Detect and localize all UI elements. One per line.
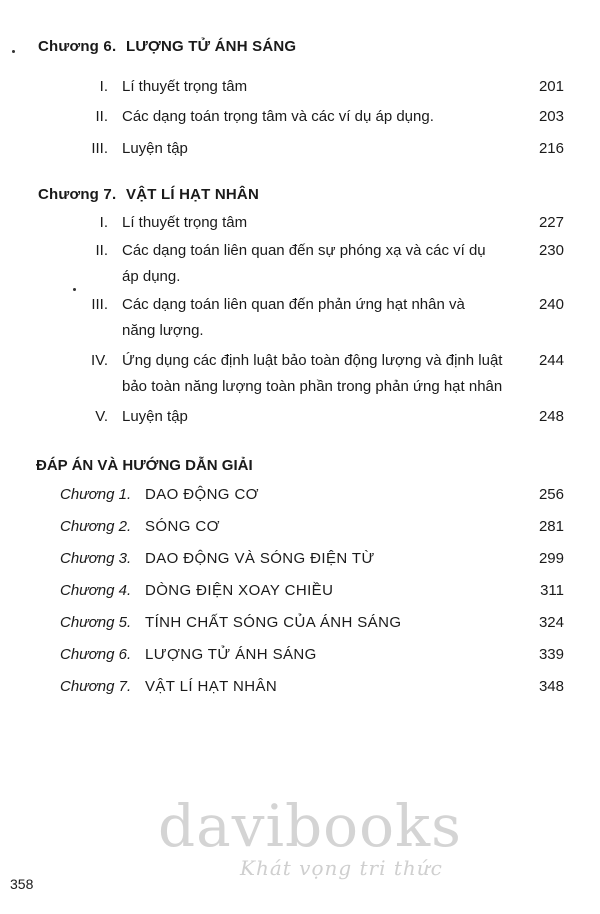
toc-entry[interactable]	[0, 408, 600, 428]
toc-entry-number: III.	[91, 296, 108, 313]
watermark-slogan: Khát vọng tri thức	[240, 856, 443, 880]
toc-entry-page: 248	[538, 408, 564, 425]
toc-entry[interactable]	[0, 214, 600, 234]
toc-entry-title: Lí thuyết trọng tâm	[122, 214, 248, 231]
chapter-7-label: Chương 7.	[38, 186, 117, 203]
answer-entry-page: 339	[538, 646, 564, 663]
answer-entry[interactable]	[0, 582, 600, 602]
chapter-6-heading	[38, 38, 296, 55]
toc-entry-title: Các dạng toán liên quan đến sự phóng xạ và các ví dụ	[122, 242, 486, 259]
chapter-6-title: LƯỢNG TỬ ÁNH SÁNG	[126, 38, 297, 55]
toc-entry[interactable]	[0, 352, 600, 400]
toc-entry-number: I.	[99, 78, 108, 95]
answer-entry-label: Chương 6.	[60, 646, 132, 663]
answer-entry[interactable]	[0, 518, 600, 538]
answer-entry-title: DAO ĐỘNG VÀ SÓNG ĐIỆN TỪ	[145, 550, 375, 567]
toc-entry-page: 240	[538, 296, 564, 313]
toc-entry-title-continued: áp dụng.	[122, 268, 181, 285]
toc-entry-number: V.	[95, 408, 108, 425]
toc-entry-title: Lí thuyết trọng tâm	[122, 78, 248, 95]
answer-entry-page: 311	[540, 582, 564, 599]
toc-entry-page: 203	[538, 108, 564, 125]
answer-entry-label: Chương 3.	[60, 550, 132, 567]
chapter-7-heading	[38, 186, 259, 203]
toc-entry-title: Luyện tập	[122, 140, 188, 157]
answer-entry-label: Chương 5.	[60, 614, 132, 631]
toc-entry[interactable]	[0, 78, 600, 98]
answer-entry-title: TÍNH CHẤT SÓNG CỦA ÁNH SÁNG	[145, 614, 402, 631]
answer-entry-label: Chương 1.	[60, 486, 132, 503]
answer-entry-page: 348	[538, 678, 564, 695]
answer-entry-label: Chương 4.	[60, 582, 132, 599]
answers-heading: ĐÁP ÁN VÀ HƯỚNG DẪN GIẢI	[36, 457, 253, 474]
toc-entry[interactable]	[0, 242, 600, 290]
toc-entry-title: Các dạng toán liên quan đến phản ứng hạt nhân và	[122, 296, 465, 313]
answer-entry[interactable]	[0, 614, 600, 634]
answer-entry[interactable]	[0, 678, 600, 698]
chapter-7-title: VẬT LÍ HẠT NHÂN	[126, 186, 259, 203]
toc-entry[interactable]	[0, 140, 600, 160]
answer-entry-title: LƯỢNG TỬ ÁNH SÁNG	[145, 646, 317, 663]
toc-entry-page: 244	[538, 352, 564, 369]
answer-entry-page: 281	[538, 518, 564, 535]
toc-entry-number: IV.	[91, 352, 108, 369]
toc-entry[interactable]	[0, 296, 600, 344]
toc-entry-number: II.	[95, 108, 108, 125]
toc-entry-number: II.	[95, 242, 108, 259]
answer-entry-label: Chương 2.	[60, 518, 132, 535]
toc-entry-title-continued: bảo toàn năng lượng toàn phần trong phản ứng hạt nhân	[122, 378, 503, 395]
answer-entry[interactable]	[0, 550, 600, 570]
toc-entry-page: 230	[538, 242, 564, 259]
scan-speck	[12, 50, 15, 53]
page-number: 358	[10, 876, 34, 892]
answer-entry[interactable]	[0, 486, 600, 506]
answer-entry-page: 299	[538, 550, 564, 567]
toc-entry-number: III.	[91, 140, 108, 157]
toc-entry[interactable]	[0, 108, 600, 128]
toc-entry-page: 216	[538, 140, 564, 157]
answer-entry-title: DAO ĐỘNG CƠ	[145, 486, 259, 503]
chapter-6-label: Chương 6.	[38, 38, 117, 55]
answer-entry-page: 256	[538, 486, 564, 503]
answer-entry-page: 324	[538, 614, 564, 631]
answer-entry-title: DÒNG ĐIỆN XOAY CHIỀU	[145, 582, 334, 599]
toc-entry-page: 227	[538, 214, 564, 231]
toc-entry-title-continued: năng lượng.	[122, 322, 204, 339]
toc-entry-number: I.	[99, 214, 108, 231]
toc-entry-title: Ứng dụng các định luật bảo toàn động lượng và định luật	[122, 352, 503, 369]
toc-entry-title: Các dạng toán trọng tâm và các ví dụ áp dụng.	[122, 108, 434, 125]
answer-entry-label: Chương 7.	[60, 678, 132, 695]
toc-entry-page: 201	[538, 78, 564, 95]
watermark-logo: davibooks	[158, 792, 462, 860]
answer-entry[interactable]	[0, 646, 600, 666]
answer-entry-title: SÓNG CƠ	[145, 518, 220, 535]
answer-entry-title: VẬT LÍ HẠT NHÂN	[145, 678, 278, 695]
toc-entry-title: Luyện tập	[122, 408, 188, 425]
